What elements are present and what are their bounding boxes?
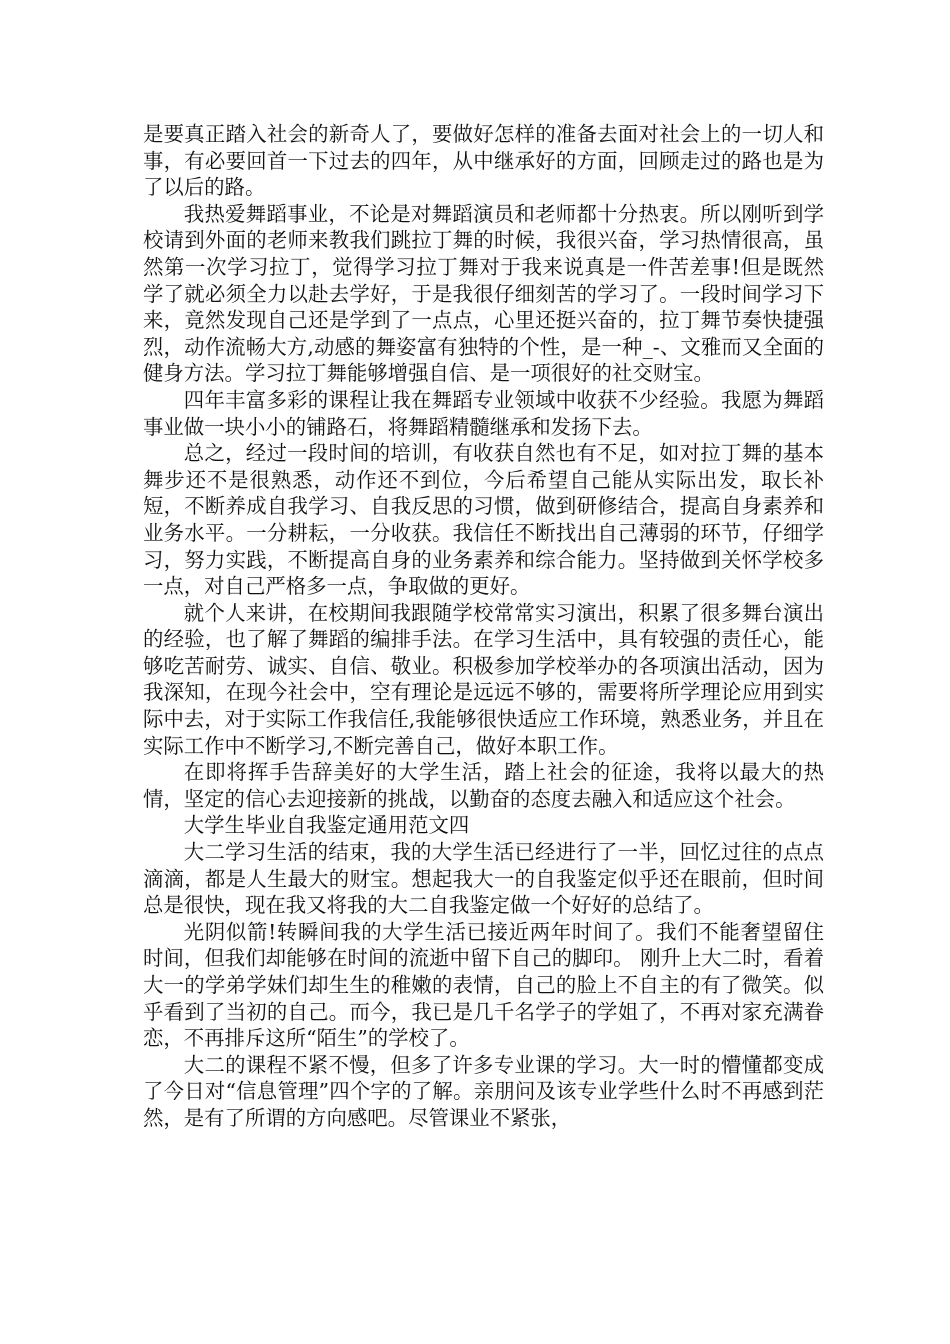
paragraph-7: 大二学习生活的结束，我的大学生活已经进行了一半，回忆过往的点点滴滴，都是人生最大的财宝。想起我大一的自我鉴定似乎还在眼前，但时间总是很快，现在我又将我的大二自我鉴定做一个好好的总结了。 (143, 840, 824, 918)
paragraph-6: 在即将挥手告辞美好的大学生活，踏上社会的征途，我将以最大的热情，坚定的信心去迎接新的挑战，以勤奋的态度去融入和适应这个社会。 (143, 760, 824, 811)
paragraph-3: 四年丰富多彩的课程让我在舞蹈专业领域中收获不少经验。我愿为舞蹈事业做一块小小的铺路石，将舞蹈精髓继承和发扬下去。 (143, 387, 824, 439)
paragraph-8: 光阴似箭!转瞬间我的大学生活已接近两年时间了。我们不能奢望留住时间，但我们却能够在时间的流逝中留下自己的脚印。 刚升上大二时，看着大一的学弟学妹们却生生的稚嫩的表情，自己的脸上不自主的有了微笑。似乎看到了当初的自己。而今，我已是几千名学子的学姐了，不再对家充满眷恋，不再排斥这所“陌生”的学校了。 (143, 919, 824, 1051)
paragraph-4: 总之，经过一段时间的培训，有收获自然也有不足，如对拉丁舞的基本舞步还不是很熟悉，动作还不到位，今后希望自己能从实际出发，取长补短，不断养成自我学习、自我反思的习惯，做到研修结合，提高自身素养和业务水平。一分耕耘，一分收获。我信任不断找出自己薄弱的环节，仔细学习，努力实践，不断提高自身的业务素养和综合能力。坚持做到关怀学校多一点，对自己严格多一点，争取做的更好。 (143, 441, 824, 599)
section-heading: 大学生毕业自我鉴定通用范文四 (183, 813, 470, 838)
document-body (143, 121, 824, 1132)
paragraph-2: 我热爱舞蹈事业，不论是对舞蹈演员和老师都十分热衷。所以刚听到学校请到外面的老师来教我们跳拉丁舞的时候，我很兴奋，学习热情很高，虽然第一次学习拉丁，觉得学习拉丁舞对于我来说真是一件苦差事!但是既然学了就必须全力以赴去学好，于是我很仔细刻苦的学习了。一段时间学习下来，竟然发现自己还是学到了一点点，心里还挺兴奋的，拉丁舞节奏快捷强烈，动作流畅大方,动感的舞姿富有独特的个性，是一种_-、文雅而又全面的健身方法。学习拉丁舞能够增强自信、是一项很好的社交财宝。 (143, 201, 824, 386)
paragraph-9: 大二的课程不紧不慢，但多了许多专业课的学习。大一时的懵懂都变成了今日对“信息管理”四个字的了解。亲朋问及该专业学些什么时不再感到茫然，是有了所谓的方向感吧。尽管课业不紧张， (143, 1052, 824, 1130)
paragraph-5: 就个人来讲，在校期间我跟随学校常常实习演出，积累了很多舞台演出的经验，也了解了舞蹈的编排手法。在学习生活中，具有较强的责任心，能够吃苦耐劳、诚实、自信、敬业。积极参加学校举办的各项演出活动，因为我深知，在现今社会中，空有理论是远远不够的，需要将所学理论应用到实际中去，对于实际工作我信任,我能够很快适应工作环境，熟悉业务，并且在实际工作中不断学习,不断完善自己，做好本职工作。 (143, 600, 824, 758)
paragraph-1: 是要真正踏入社会的新奇人了，要做好怎样的准备去面对社会上的一切人和事，有必要回首一下过去的四年，从中继承好的方面，回顾走过的路也是为了以后的路。 (143, 122, 824, 200)
